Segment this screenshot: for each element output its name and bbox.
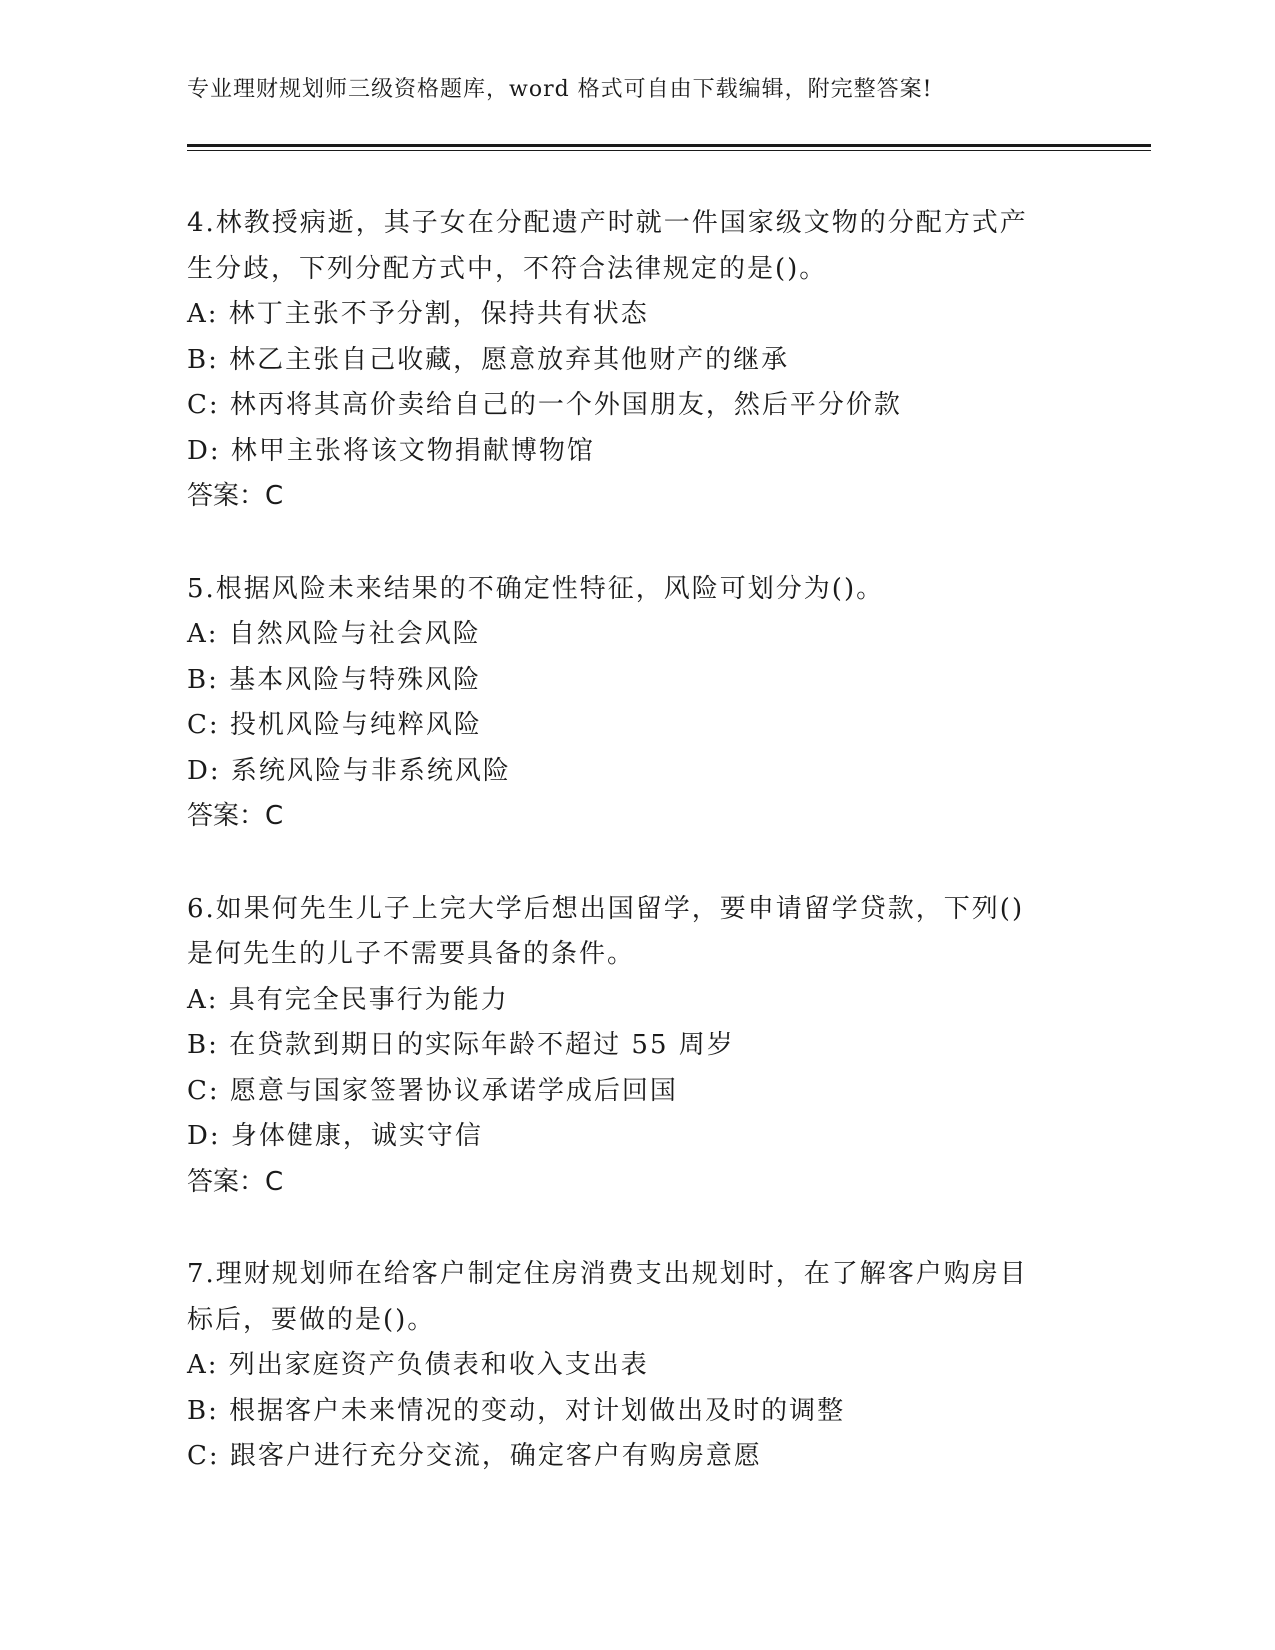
answer-line: 答案：C	[187, 481, 284, 511]
header-rule-thick	[187, 144, 1151, 147]
stem-line: 5.根据风险未来结果的不确定性特征，风险可划分为()。	[187, 573, 885, 604]
option-c: C: 投机风险与纯粹风险	[187, 710, 482, 740]
stem-line: 6.如果何先生儿子上完大学后想出国留学，要申请留学贷款，下列()	[187, 893, 1025, 924]
answer-line: 答案：C	[187, 801, 284, 831]
stem-line: 4.林教授病逝，其子女在分配遗产时就一件国家级文物的分配方式产	[187, 208, 1028, 238]
option-a: A: 具有完全民事行为能力	[187, 984, 509, 1015]
option-b: B: 林乙主张自己收藏，愿意放弃其他财产的继承	[187, 344, 790, 375]
page-header: 专业理财规划师三级资格题库，word 格式可自由下载编辑，附完整答案!	[187, 77, 933, 102]
question-stem	[187, 201, 1067, 292]
question-6	[187, 887, 1067, 1206]
stem-line: 是何先生的儿子不需要具备的条件。	[187, 939, 636, 969]
option-a: A: 林丁主张不予分割，保持共有状态	[187, 299, 649, 329]
option-c: C: 愿意与国家签署协议承诺学成后回国	[187, 1075, 678, 1106]
option-b: B: 在贷款到期日的实际年龄不超过 55 周岁	[187, 1030, 735, 1060]
question-list	[187, 201, 1067, 1527]
option-c: C: 林丙将其高价卖给自己的一个外国朋友，然后平分价款	[187, 390, 902, 420]
option-a: A: 列出家庭资产负债表和收入支出表	[187, 1350, 649, 1380]
stem-line: 标后，要做的是()。	[187, 1304, 436, 1335]
option-d: D: 系统风险与非系统风险	[187, 755, 511, 786]
question-5	[187, 567, 1067, 840]
option-a: A: 自然风险与社会风险	[187, 619, 481, 649]
header-rule-thin	[187, 150, 1151, 151]
stem-line: 生分歧，下列分配方式中，不符合法律规定的是()。	[187, 253, 828, 284]
question-stem	[187, 887, 1067, 978]
option-c: C: 跟客户进行充分交流，确定客户有购房意愿	[187, 1441, 762, 1471]
option-b: B: 基本风险与特殊风险	[187, 664, 482, 695]
question-stem	[187, 1252, 1067, 1343]
question-7	[187, 1252, 1067, 1480]
answer-line: 答案：C	[187, 1166, 284, 1197]
option-d: D: 身体健康，诚实守信	[187, 1121, 483, 1151]
option-d: D: 林甲主张将该文物捐献博物馆	[187, 435, 595, 466]
stem-line: 7.理财规划师在给客户制定住房消费支出规划时，在了解客户购房目	[187, 1259, 1028, 1289]
option-b: B: 根据客户未来情况的变动，对计划做出及时的调整	[187, 1395, 846, 1426]
question-4	[187, 201, 1067, 520]
question-stem	[187, 567, 1067, 613]
